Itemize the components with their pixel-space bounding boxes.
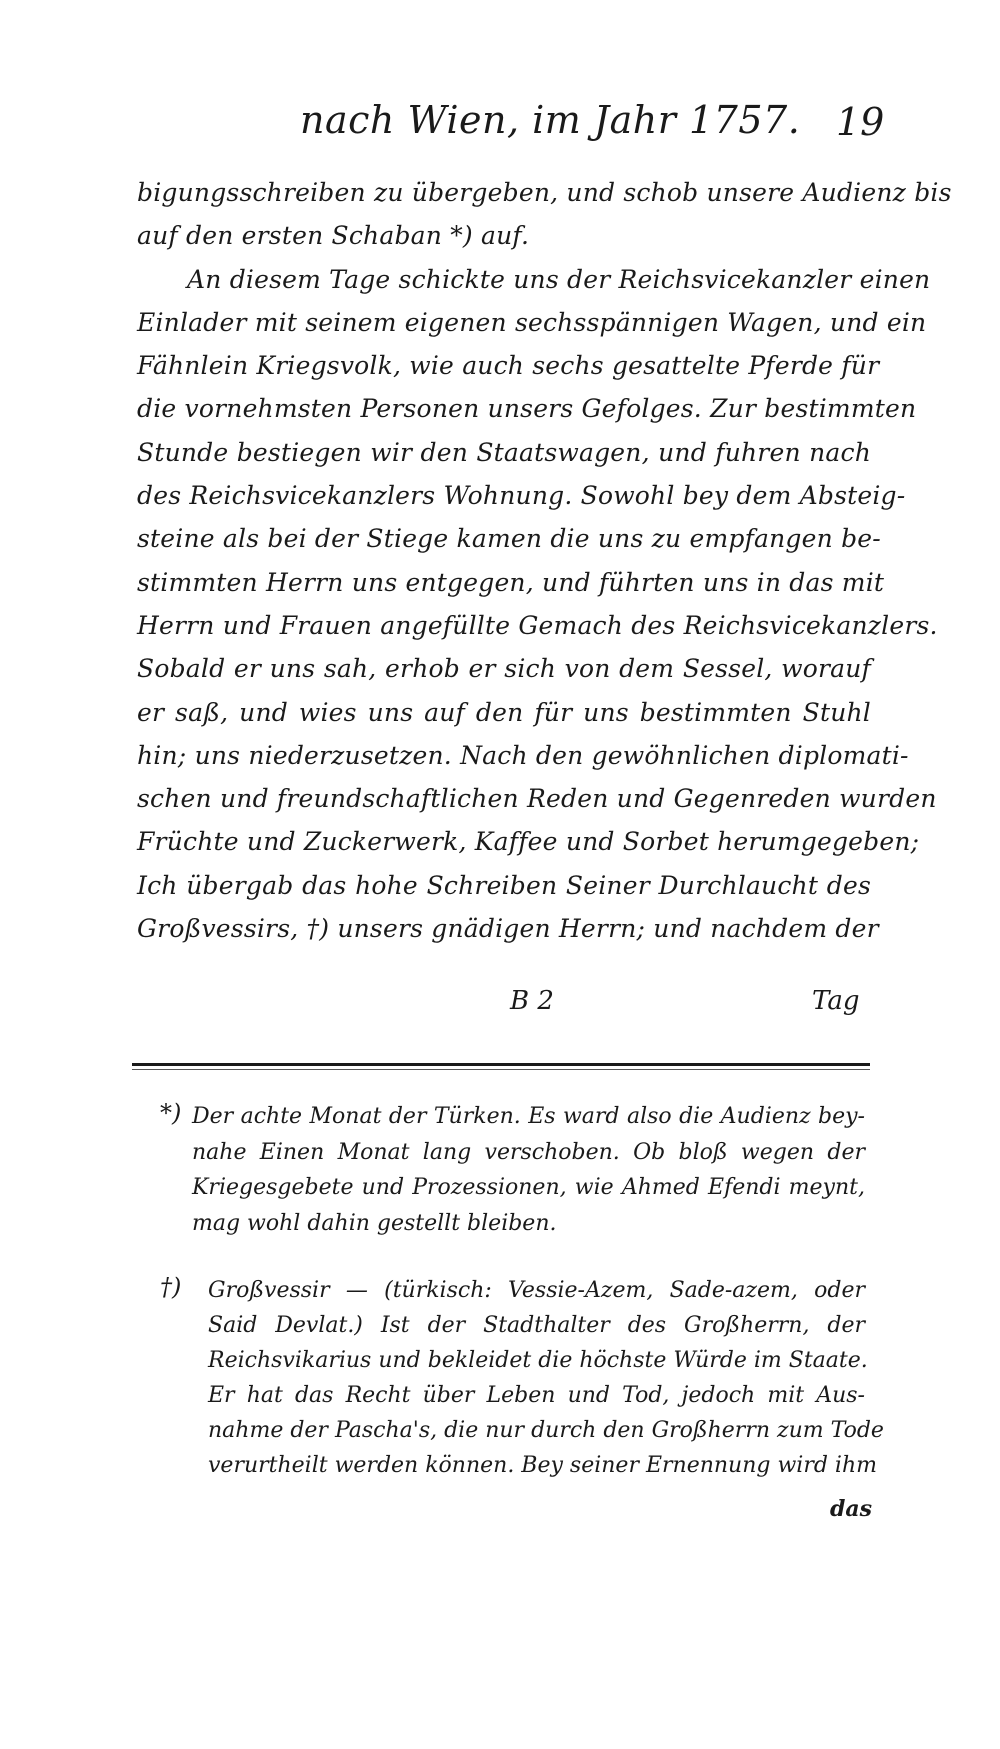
body-line: Ich übergab das hohe Schreiben Seiner Durchlaucht des	[137, 870, 871, 900]
footnote-line: Reichsvikarius und bekleidet die höchste Würde im Staate.	[208, 1348, 868, 1373]
body-line: die vornehmsten Personen unsers Gefolges. Zur bestimmten	[137, 394, 917, 424]
body-line: auf den ersten Schaban *) auf.	[137, 221, 530, 251]
body-line: Großvessirs, †) unsers gnädigen Herrn; und nachdem der	[137, 914, 879, 944]
footnote-marker: †)	[160, 1273, 182, 1301]
footnote-line: Kriegesgebete und Prozessionen, wie Ahmed Efendi meynt,	[192, 1175, 865, 1200]
running-title: nach Wien, im Jahr 1757.	[300, 98, 801, 142]
footnote-marker: *)	[160, 1099, 182, 1127]
footnote	[160, 1273, 884, 1483]
signature-mark: B 2	[510, 986, 554, 1016]
footnote-line: Großvessir — (türkisch: Vessie-Azem, Sade-azem, oder	[208, 1278, 865, 1303]
body-line: Einlader mit seinem eigenen sechsspännigen Wagen, und ein	[137, 307, 927, 337]
catchword: Tag	[812, 986, 860, 1016]
footnote-line: Der achte Monat der Türken. Es ward also die Audienz bey-	[192, 1104, 865, 1129]
body-line: schen und freundschaftlichen Reden und Gegenreden wurden	[137, 784, 937, 814]
body-line: stimmten Herrn uns entgegen, und führten uns in das mit	[137, 567, 885, 597]
body-line: bigungsschreiben zu übergeben, und schob unsere Audienz bis	[137, 178, 952, 207]
body-line: Stunde bestiegen wir den Staatswagen, und fuhren nach	[137, 437, 871, 467]
footnote	[160, 1099, 865, 1241]
body-line: Früchte und Zuckerwerk, Kaffee und Sorbet herumgegeben;	[137, 827, 920, 857]
footnote-line: Er hat das Recht über Leben und Tod, jedoch mit Aus-	[208, 1383, 865, 1408]
body-text	[137, 171, 952, 950]
footnote-separator	[132, 1063, 870, 1066]
body-line: Fähnlein Kriegsvolk, wie auch sechs gesattelte Pferde für	[137, 351, 880, 381]
footnote-line: mag wohl dahin gestellt bleiben.	[192, 1210, 557, 1236]
footnote-line: nahme der Pascha's, die nur durch den Großherrn zum Tode	[208, 1418, 884, 1443]
body-line: steine als bei der Stiege kamen die uns zu empfangen be-	[137, 524, 881, 554]
body-line: des Reichsvicekanzlers Wohnung. Sowohl bey dem Absteig-	[137, 481, 906, 511]
body-line: hin; uns niederzusetzen. Nach den gewöhnlichen diplomati-	[137, 740, 909, 770]
page-number: 19	[836, 100, 885, 144]
body-line: Herrn und Frauen angefüllte Gemach des Reichsvicekanzlers.	[137, 610, 938, 640]
body-line: An diesem Tage schickte uns der Reichsvicekanzler einen	[187, 264, 931, 294]
footnote-line: nahe Einen Monat lang verschoben. Ob bloß wegen der	[192, 1139, 865, 1165]
body-line: Sobald er uns sah, erhob er sich von dem Sessel, worauf	[137, 654, 871, 684]
footnote-separator-thin	[132, 1069, 870, 1070]
body-line: er saß, und wies uns auf den für uns bestimmten Stuhl	[137, 697, 871, 727]
footnote-line: Said Devlat.) Ist der Stadthalter des Großherrn, der	[208, 1313, 865, 1338]
footnote-catchword: das	[830, 1496, 873, 1522]
footnote-line: verurtheilt werden können. Bey seiner Ernennung wird ihm	[208, 1453, 878, 1478]
